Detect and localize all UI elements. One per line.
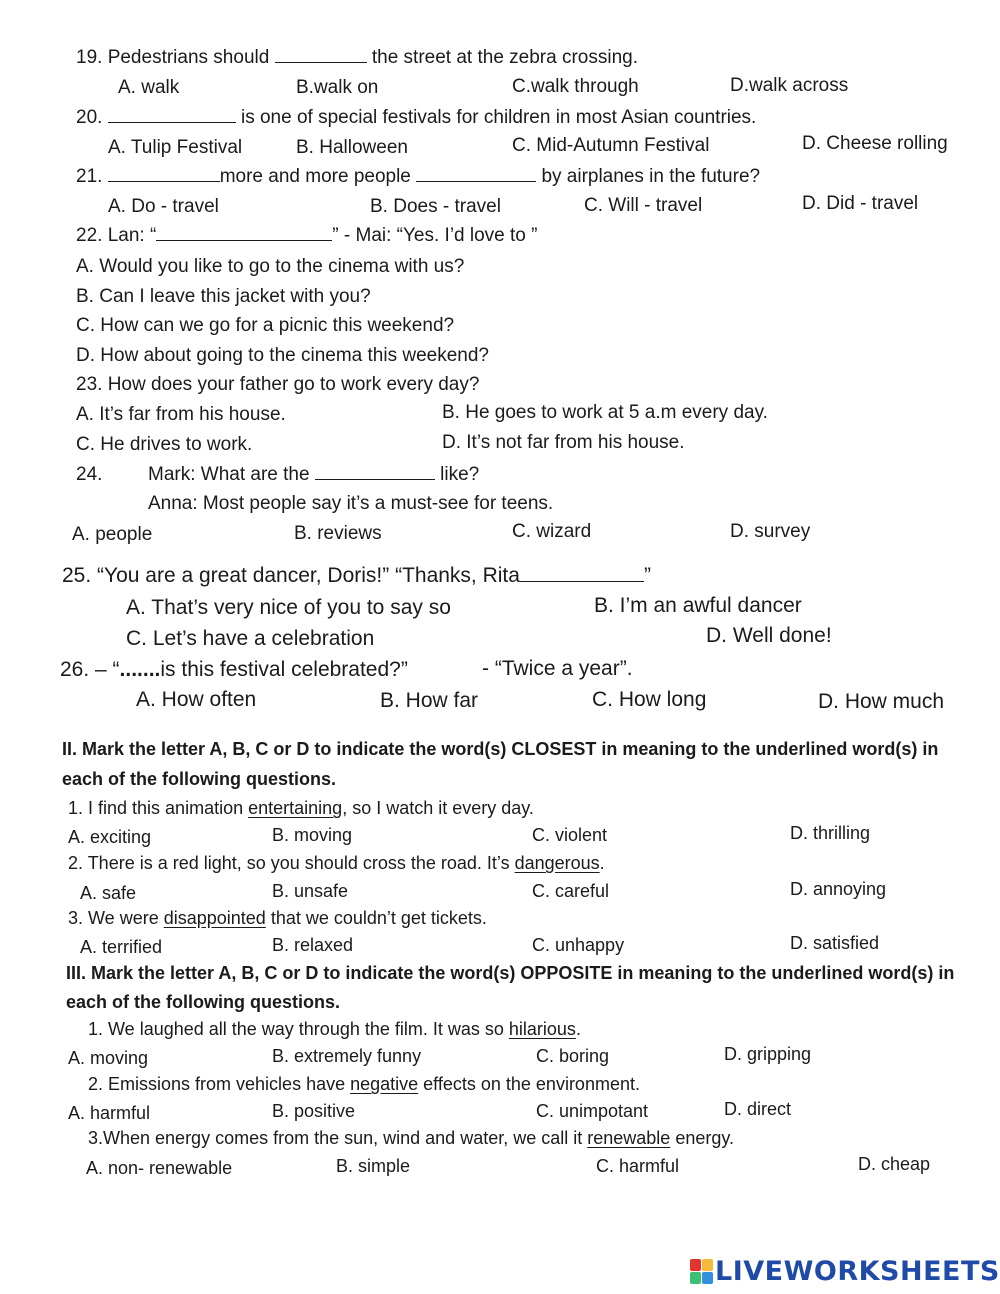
p2-q2-stem: 2. There is a red light, so you should cross the road. It’s dangerous. [68, 853, 605, 873]
q25-blank[interactable] [520, 565, 644, 582]
q26-option-a[interactable]: A. How often [136, 688, 257, 711]
p3-q1-option-c[interactable]: C. boring [536, 1046, 610, 1066]
p3-q3-underlined: renewable [587, 1128, 671, 1148]
q20-blank[interactable] [108, 106, 236, 123]
q24-number: 24. [76, 464, 103, 485]
p2-q2-option-d[interactable]: D. annoying [790, 879, 887, 899]
liveworksheets-logo-text: LIVEWORKSHEETS [715, 1255, 1000, 1287]
logo-square-4 [702, 1272, 713, 1284]
liveworksheets-logo [690, 1254, 1000, 1288]
q20-option-a[interactable]: A. Tulip Festival [108, 137, 243, 158]
q21-option-d[interactable]: D. Did - travel [802, 193, 919, 214]
p3-q2-underlined: negative [350, 1074, 419, 1094]
q19-option-d[interactable]: D.walk across [730, 75, 849, 96]
q26-option-b[interactable]: B. How far [380, 689, 479, 712]
q25-option-a[interactable]: A. That’s very nice of you to say so [126, 596, 451, 619]
q23-option-b[interactable]: B. He goes to work at 5 a.m every day. [442, 402, 768, 423]
p3-q1-option-d[interactable]: D. gripping [724, 1044, 812, 1064]
q24-option-c[interactable]: C. wizard [512, 521, 592, 542]
q26-option-c[interactable]: C. How long [592, 688, 707, 711]
p2-q1-option-b[interactable]: B. moving [272, 825, 353, 845]
p2-q1-option-d[interactable]: D. thrilling [790, 823, 871, 843]
p2-q3-underlined: disappointed [163, 908, 266, 928]
q22-option-b[interactable]: B. Can I leave this jacket with you? [76, 286, 371, 307]
logo-square-3 [690, 1272, 701, 1284]
p2-q2-option-a[interactable]: A. safe [80, 883, 137, 903]
q25-option-b[interactable]: B. I’m an awful dancer [594, 594, 802, 617]
q23-option-c[interactable]: C. He drives to work. [76, 434, 253, 455]
q23-option-d[interactable]: D. It’s not far from his house. [442, 432, 685, 453]
p2-q1-option-a[interactable]: A. exciting [68, 827, 152, 847]
p2-q2-option-b[interactable]: B. unsafe [272, 881, 349, 901]
p3-q2-stem: 2. Emissions from vehicles have negative effects on the environment. [88, 1074, 640, 1094]
p3-q1-option-b[interactable]: B. extremely funny [272, 1046, 422, 1066]
q26-stem: 26. – “.......is this festival celebrated?” [60, 658, 408, 681]
q21-option-a[interactable]: A. Do - travel [108, 196, 219, 217]
p3-q2-option-a[interactable]: A. harmful [68, 1103, 151, 1123]
q19-blank[interactable] [275, 46, 367, 63]
p3-q3-option-d[interactable]: D. cheap [858, 1154, 931, 1174]
p3-q3-stem: 3.When energy comes from the sun, wind and water, we call it renewable energy. [88, 1128, 735, 1148]
q24-option-b[interactable]: B. reviews [294, 523, 382, 544]
q19-option-c[interactable]: C.walk through [512, 76, 639, 97]
p3-q2-option-c[interactable]: C. unimpotant [536, 1101, 649, 1121]
q24-option-d[interactable]: D. survey [730, 521, 811, 542]
q22-blank[interactable] [156, 224, 332, 241]
q23-option-a[interactable]: A. It’s far from his house. [76, 404, 286, 425]
q22-option-a[interactable]: A. Would you like to go to the cinema with us? [76, 256, 465, 277]
p3-q1-option-a[interactable]: A. moving [68, 1048, 149, 1068]
p2-q1-underlined: entertaining [248, 798, 343, 818]
logo-square-1 [690, 1259, 701, 1271]
q21-blank-1[interactable] [108, 165, 220, 182]
p2-q3-option-c[interactable]: C. unhappy [532, 935, 625, 955]
part3-heading: III. Mark the letter A, B, C or D to indicate the word(s) OPPOSITE in meaning to the underlined word(s) in [66, 963, 955, 983]
q24-blank[interactable] [315, 463, 435, 480]
liveworksheets-logo-icon [690, 1259, 712, 1283]
q20-option-d[interactable]: D. Cheese rolling [802, 133, 948, 154]
p3-q1-underlined: hilarious [508, 1019, 576, 1039]
p2-q3-option-a[interactable]: A. terrified [80, 937, 163, 957]
q22-option-d[interactable]: D. How about going to the cinema this weekend? [76, 345, 489, 366]
q20-stem: 20. is one of special festivals for children in most Asian countries. [76, 107, 757, 128]
p2-q3-stem: 3. We were disappointed that we couldn’t get tickets. [68, 908, 487, 928]
q21-option-b[interactable]: B. Does - travel [370, 196, 501, 217]
q23-stem: 23. How does your father go to work every day? [76, 374, 480, 395]
logo-square-2 [702, 1259, 713, 1271]
q20-option-b[interactable]: B. Halloween [296, 137, 408, 158]
p3-q3-option-c[interactable]: C. harmful [596, 1156, 680, 1176]
q26-reply: - “Twice a year”. [482, 657, 633, 680]
q21-option-c[interactable]: C. Will - travel [584, 195, 703, 216]
q22-stem: 22. Lan: “ ” - Mai: “Yes. I’d love to ” [76, 225, 538, 246]
p3-q3-option-b[interactable]: B. simple [336, 1156, 411, 1176]
q21-blank-2[interactable] [416, 165, 536, 182]
q24-stem-line2: Anna: Most people say it’s a must-see for teens. [148, 493, 554, 514]
part3-heading-line2: each of the following questions. [66, 992, 341, 1012]
p3-q1-stem: 1. We laughed all the way through the film. It was so hilarious. [88, 1019, 581, 1039]
p3-q2-option-b[interactable]: B. positive [272, 1101, 356, 1121]
q21-stem: 21. more and more people by airplanes in the future? [76, 166, 761, 187]
q19-option-a[interactable]: A. walk [118, 77, 180, 98]
p2-q1-option-c[interactable]: C. violent [532, 825, 608, 845]
q19-option-b[interactable]: B.walk on [296, 77, 379, 98]
q19-stem: 19. Pedestrians should the street at the zebra crossing. [76, 47, 638, 68]
p3-q3-option-a[interactable]: A. non- renewable [86, 1158, 233, 1178]
q24-option-a[interactable]: A. people [72, 524, 153, 545]
q20-option-c[interactable]: C. Mid-Autumn Festival [512, 135, 710, 156]
q26-option-d[interactable]: D. How much [818, 690, 945, 713]
q25-option-c[interactable]: C. Let’s have a celebration [126, 627, 375, 650]
q22-option-c[interactable]: C. How can we go for a picnic this weekend? [76, 315, 455, 336]
q25-option-d[interactable]: D. Well done! [706, 624, 832, 647]
p2-q1-stem: 1. I find this animation entertaining, so I watch it every day. [68, 798, 534, 818]
p2-q2-option-c[interactable]: C. careful [532, 881, 610, 901]
part2-heading-line2: each of the following questions. [62, 769, 337, 789]
q25-stem: 25. “You are a great dancer, Doris!” “Thanks, Rita ” [62, 564, 651, 587]
part2-heading: II. Mark the letter A, B, C or D to indicate the word(s) CLOSEST in meaning to the underlined word(s) in [62, 739, 939, 759]
p2-q2-underlined: dangerous [514, 853, 600, 873]
p3-q2-option-d[interactable]: D. direct [724, 1099, 792, 1119]
q24-stem: Mark: What are the like? [148, 464, 480, 485]
p2-q3-option-b[interactable]: B. relaxed [272, 935, 354, 955]
p2-q3-option-d[interactable]: D. satisfied [790, 933, 880, 953]
